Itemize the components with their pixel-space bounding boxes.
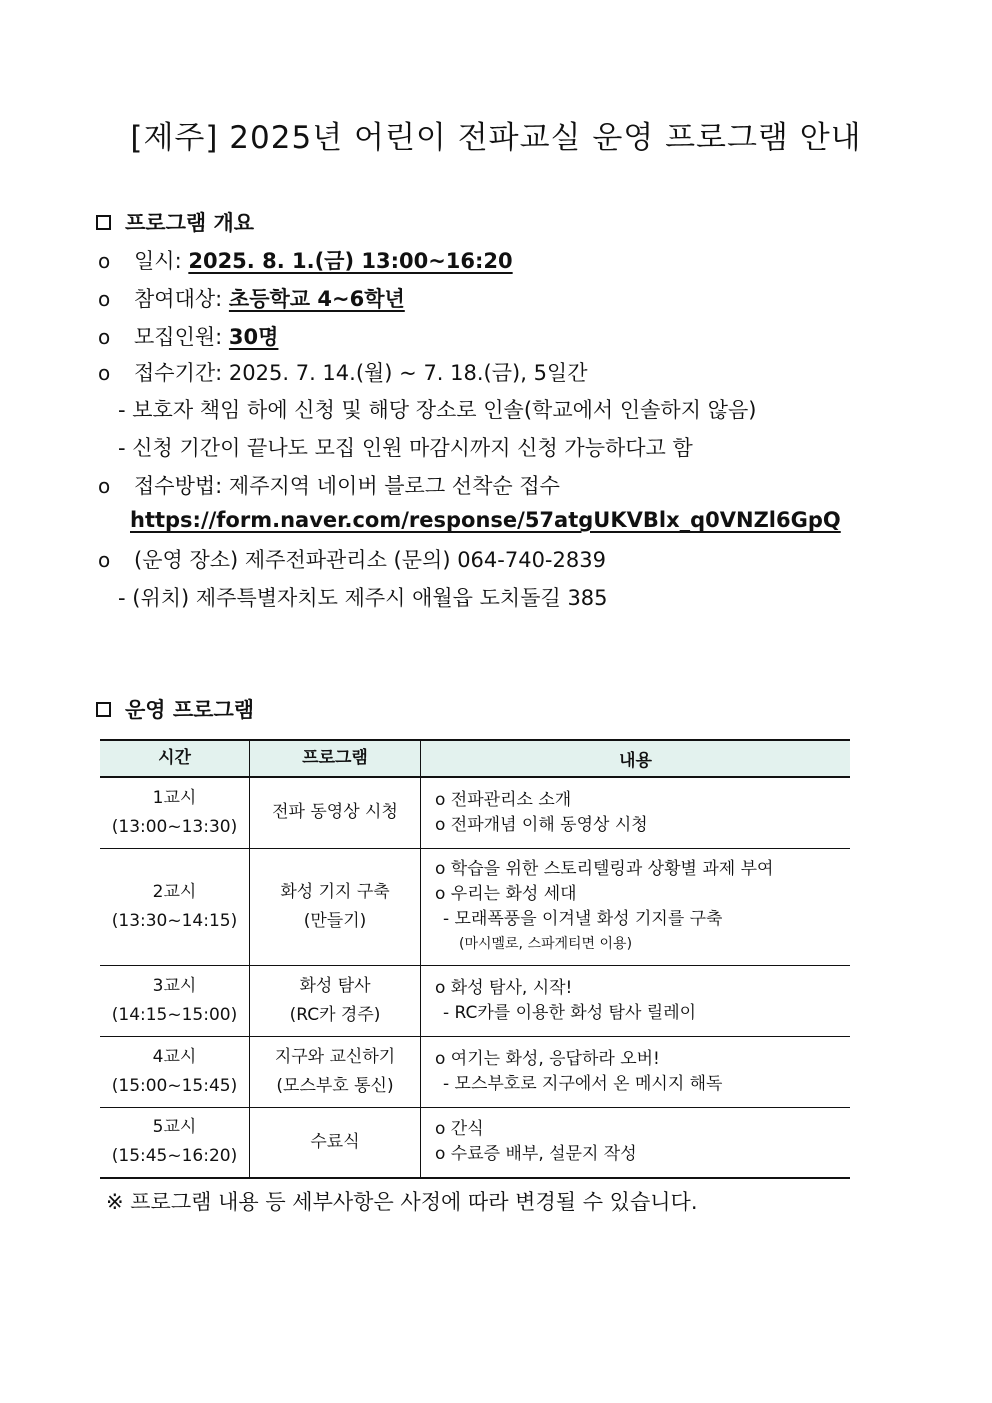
program-name: 지구와 교신하기 xyxy=(274,1046,396,1067)
checkbox-square-icon xyxy=(96,702,111,717)
program-heading xyxy=(96,694,254,724)
content-cell xyxy=(421,777,851,848)
content-cell xyxy=(421,965,851,1036)
capacity-value: 30명 xyxy=(228,325,279,349)
period-value: 2025. 7. 14.(월) ~ 7. 18.(금), 5일간 xyxy=(228,361,588,385)
target-line xyxy=(98,283,405,313)
period-label: 2교시 xyxy=(152,881,197,902)
program-cell xyxy=(250,848,421,965)
signup-link[interactable]: https://form.naver.com/response/57atgUKVBlx_q0VNZl6GpQ xyxy=(130,508,841,532)
program-subname: (만들기) xyxy=(303,910,367,931)
content-subitem: - 모래폭풍을 이겨낼 화성 기지를 구축 xyxy=(443,908,723,929)
note-guardian: - 보호자 책임 하에 신청 및 해당 장소로 인솔(학교에서 인솔하지 않음) xyxy=(118,398,757,422)
program-table xyxy=(100,739,850,1179)
date-line xyxy=(98,245,513,275)
col-time-header: 시간 xyxy=(100,740,250,777)
period-label: 5교시 xyxy=(152,1117,197,1138)
content-item: o 학습을 위한 스토리텔링과 상황별 과제 부여 xyxy=(435,858,774,879)
content-cell xyxy=(421,848,851,965)
time-range: (13:00~13:30) xyxy=(111,816,238,837)
content-cell xyxy=(421,1107,851,1178)
time-cell xyxy=(100,1107,250,1178)
time-cell xyxy=(100,777,250,848)
content-item: o 화성 탐사, 시작! xyxy=(435,977,573,998)
period-label: 3교시 xyxy=(152,975,197,996)
table-header-row xyxy=(100,740,850,777)
table-row xyxy=(100,1036,850,1107)
bullet-icon: o xyxy=(98,361,111,385)
bullet-icon: o xyxy=(98,325,111,349)
program-name: 화성 탐사 xyxy=(299,975,371,996)
program-subname: (RC카 경주) xyxy=(289,1004,381,1025)
time-cell xyxy=(100,848,250,965)
bullet-icon: o xyxy=(98,287,111,311)
bullet-icon: o xyxy=(98,249,111,273)
content-item: o 전파관리소 소개 xyxy=(435,789,572,810)
time-range: (15:00~15:45) xyxy=(111,1075,238,1096)
overview-heading-text: 프로그램 개요 xyxy=(125,211,255,235)
program-cell xyxy=(250,1107,421,1178)
time-range: (13:30~14:15) xyxy=(111,910,238,931)
method-value: 제주지역 네이버 블로그 선착순 접수 xyxy=(228,474,560,498)
time-range: (15:45~16:20) xyxy=(111,1146,238,1167)
period-label: 접수기간: xyxy=(134,361,223,385)
target-label: 참여대상: xyxy=(134,287,223,311)
table-row xyxy=(100,965,850,1036)
table-row xyxy=(100,848,850,965)
time-cell xyxy=(100,965,250,1036)
col-content-header: 내용 xyxy=(421,740,851,777)
capacity-label: 모집인원: xyxy=(134,325,223,349)
place-line xyxy=(98,544,606,574)
content-item: o 간식 xyxy=(435,1119,484,1140)
program-cell xyxy=(250,777,421,848)
method-label: 접수방법: xyxy=(134,474,223,498)
col-program-header: 프로그램 xyxy=(250,740,421,777)
capacity-line xyxy=(98,321,278,351)
method-line xyxy=(98,470,560,500)
period-label: 4교시 xyxy=(152,1046,197,1067)
program-name: 화성 기지 구축 xyxy=(280,881,390,902)
time-range: (14:15~15:00) xyxy=(111,1004,238,1025)
footnote: ※ 프로그램 내용 등 세부사항은 사정에 따라 변경될 수 있습니다. xyxy=(106,1190,698,1214)
content-note: (마시멜로, 스파게티면 이용) xyxy=(459,935,633,952)
content-cell xyxy=(421,1036,851,1107)
program-cell xyxy=(250,1036,421,1107)
time-cell xyxy=(100,1036,250,1107)
table-row xyxy=(100,777,850,848)
bullet-icon: o xyxy=(98,548,111,572)
bullet-icon: o xyxy=(98,474,111,498)
page-title: [제주] 2025년 어린이 전파교실 운영 프로그램 안내 xyxy=(130,120,862,156)
location-line: - (위치) 제주특별자치도 제주시 애월읍 도치돌길 385 xyxy=(118,586,608,610)
place-text: (운영 장소) 제주전파관리소 (문의) 064-740-2839 xyxy=(134,548,606,572)
target-value: 초등학교 4~6학년 xyxy=(228,287,405,311)
content-item: o 전파개념 이해 동영상 시청 xyxy=(435,814,648,835)
content-item: o 여기는 화성, 응답하라 오버! xyxy=(435,1048,660,1069)
overview-heading xyxy=(96,207,254,237)
table-row xyxy=(100,1107,850,1178)
program-cell xyxy=(250,965,421,1036)
content-subitem: - 모스부호로 지구에서 온 메시지 해독 xyxy=(443,1073,723,1094)
period-label: 1교시 xyxy=(152,787,197,808)
date-value: 2025. 8. 1.(금) 13:00~16:20 xyxy=(188,249,513,273)
content-item: o 우리는 화성 세대 xyxy=(435,883,577,904)
content-subitem: - RC카를 이용한 화성 탐사 릴레이 xyxy=(443,1002,697,1023)
period-line xyxy=(98,357,588,387)
content-item: o 수료증 배부, 설문지 작성 xyxy=(435,1144,637,1165)
date-label: 일시: xyxy=(134,249,182,273)
note-deadline: - 신청 기간이 끝나도 모집 인원 마감시까지 신청 가능하다고 함 xyxy=(118,436,693,460)
program-heading-text: 운영 프로그램 xyxy=(125,698,255,722)
program-name: 전파 동영상 시청 xyxy=(272,802,398,823)
program-subname: (모스부호 통신) xyxy=(276,1075,394,1096)
program-name: 수료식 xyxy=(310,1131,360,1152)
checkbox-square-icon xyxy=(96,215,111,230)
